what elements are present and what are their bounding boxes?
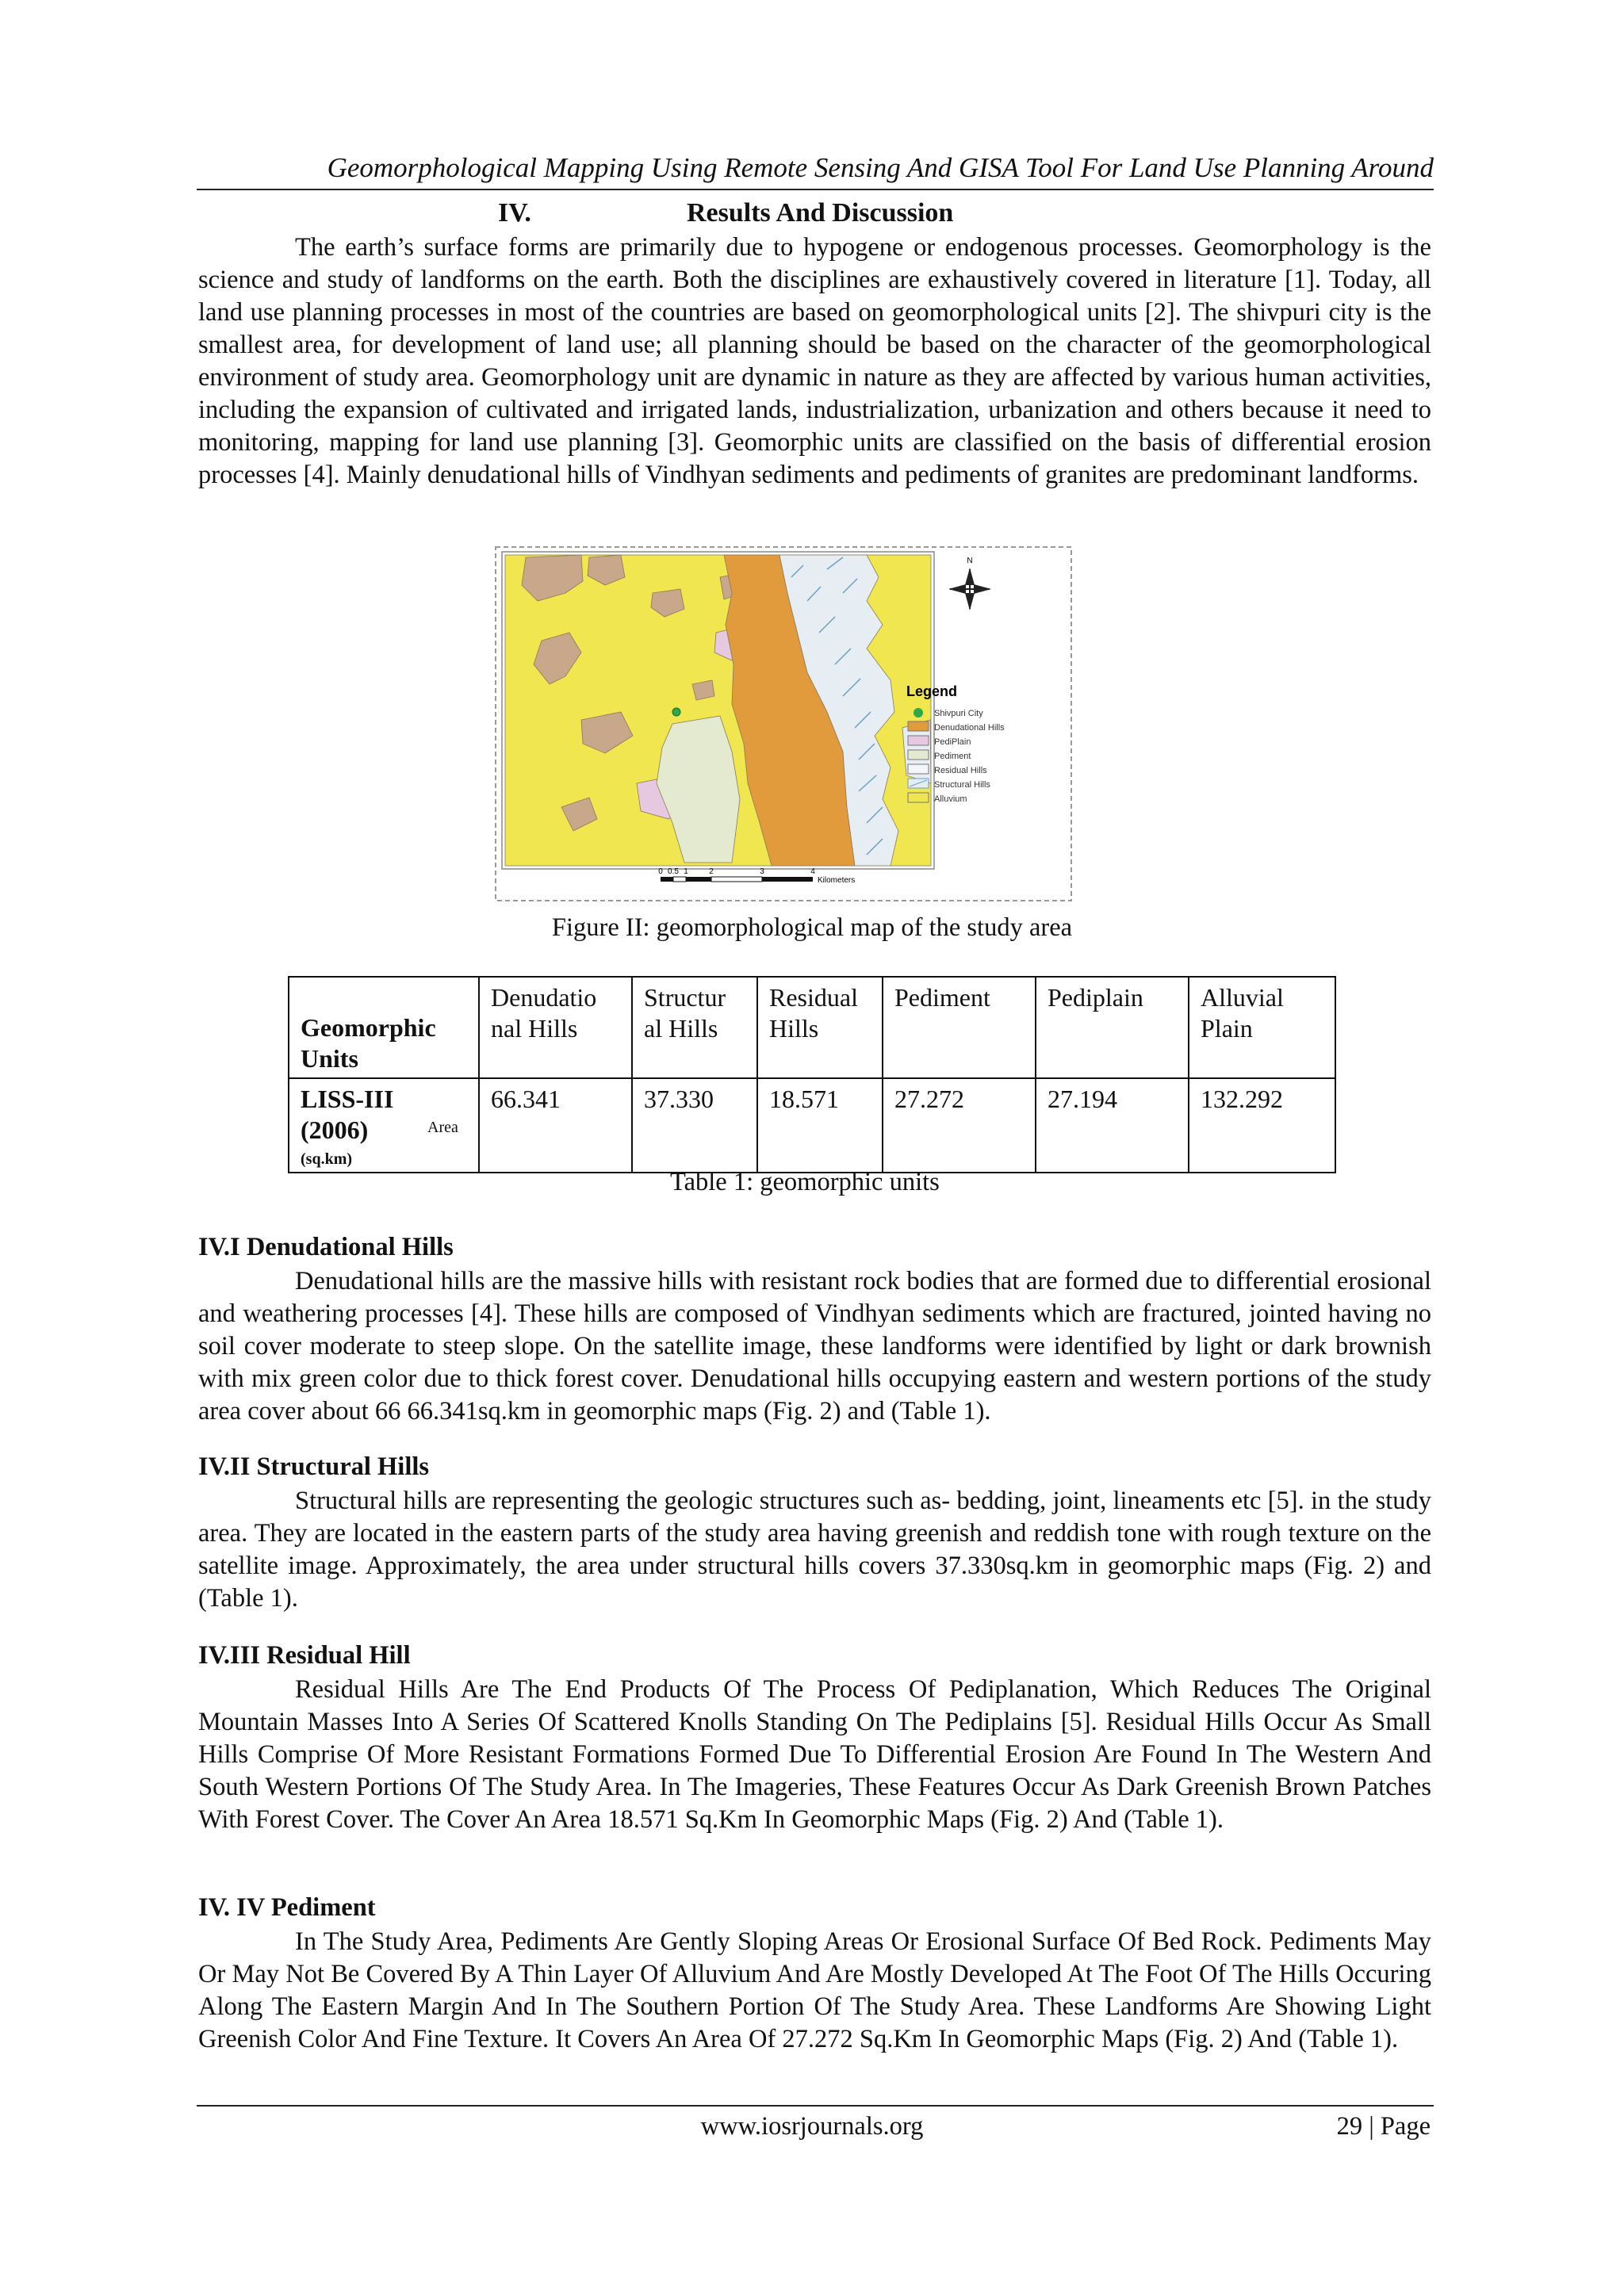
header-rule bbox=[197, 189, 1434, 190]
legend-item: Structural Hills bbox=[934, 780, 990, 790]
table-header-label: Geomorphic Units bbox=[289, 977, 479, 1078]
row-sensor: LISS-III (2006) bbox=[301, 1085, 394, 1144]
row-area-label: Area bbox=[427, 1119, 458, 1136]
section-heading bbox=[498, 198, 953, 228]
scale-tick: 1 bbox=[684, 867, 688, 876]
scale-tick: 0.5 bbox=[668, 867, 679, 876]
section-number: IV. bbox=[498, 198, 531, 228]
subsection-paragraph: In The Study Area, Pediments Are Gently Sloping Areas Or Erosional Surface Of Bed Rock. Pediments May Or May Not Be Covered By A Thin Layer Of Alluvium And Are Mostly Developed At The Foot Of The Hills Occuring Along The Eastern Margin And In The Southern Portion Of The Study Area. These Landforms Are Showing Light Greenish Color And Fine Texture. It Covers An Area Of 27.272 Sq.Km In Geomorphic Maps (Fig. 2) And (Table 1). bbox=[198, 1927, 1431, 2053]
shivpuri-city-marker bbox=[672, 708, 680, 716]
table-cell: 27.194 bbox=[1036, 1078, 1189, 1173]
scale-unit: Kilometers bbox=[818, 876, 856, 885]
legend-title: Legend bbox=[906, 683, 958, 699]
legend-swatch-city bbox=[914, 708, 923, 718]
subsection-heading: IV.I Denudational Hills bbox=[198, 1233, 454, 1261]
table-column-header: Pediment bbox=[883, 977, 1036, 1078]
legend-item: Alluvium bbox=[934, 794, 967, 804]
legend-item: Pediment bbox=[934, 752, 971, 761]
subsection-paragraph: Residual Hills Are The End Products Of The Process Of Pediplanation, Which Reduces The Original Mountain Masses Into A Series Of Scattered Knolls Standing On The Pediplains [5]. Residual Hills Occur As Small Hills Comprise Of More Resistant Formations Formed Due To Differential Erosion Are Found In The Western And South Western Portions Of The Study Area. In The Imageries, These Features Occur As Dark Greenish Brown Patches With Forest Cover. The Cover An Area 18.571 Sq.Km In Geomorphic Maps (Fig. 2) And (Table 1). bbox=[198, 1675, 1431, 1834]
section-title: Results And Discussion bbox=[687, 198, 954, 228]
legend-item: PediPlain bbox=[934, 737, 971, 747]
table-column-header: Denudatio nal Hills bbox=[479, 977, 632, 1078]
legend-item: Denudational Hills bbox=[934, 723, 1005, 733]
table-header-row bbox=[289, 977, 1335, 1078]
table-caption: Table 1: geomorphic units bbox=[670, 1168, 940, 1196]
legend-swatch-residual bbox=[908, 764, 929, 774]
table-column-header: Residual Hills bbox=[757, 977, 883, 1078]
legend-swatch-denudational bbox=[908, 721, 929, 731]
legend-swatch-alluvium bbox=[908, 793, 929, 802]
geomorphic-units-table bbox=[288, 976, 1336, 1173]
table-cell: 66.341 bbox=[479, 1078, 632, 1173]
table-row-label bbox=[289, 1078, 479, 1173]
table-column-header: Structur al Hills bbox=[632, 977, 757, 1078]
legend-item: Shivpuri City bbox=[934, 709, 983, 718]
legend-item: Residual Hills bbox=[934, 766, 987, 775]
subsection-paragraph: Structural hills are representing the geologic structures such as- bedding, joint, lineaments etc [5]. in the study area. They are located in the eastern parts of the study area having greenish and reddish tone with rough texture on the satellite image. Approximately, the area under structural hills covers 37.330sq.km in geomorphic maps (Fig. 2) and (Table 1). bbox=[198, 1487, 1431, 1613]
table-column-header: Alluvial Plain bbox=[1189, 977, 1335, 1078]
table-cell: 37.330 bbox=[632, 1078, 757, 1173]
north-label: N bbox=[967, 557, 973, 565]
page-number: 29 | Page bbox=[1336, 2112, 1431, 2141]
figure-caption: Figure II: geomorphological map of the study area bbox=[551, 913, 1073, 942]
table-cell: 27.272 bbox=[883, 1078, 1036, 1173]
table-cell: 18.571 bbox=[757, 1078, 883, 1173]
scale-tick: 4 bbox=[810, 867, 815, 876]
running-title: Geomorphological Mapping Using Remote Sensing And GISA Tool For Land Use Planning Around bbox=[327, 152, 1434, 183]
row-unit: (sq.km) bbox=[301, 1150, 353, 1168]
legend-swatch-pediplain bbox=[908, 736, 929, 745]
legend-swatch-pediment bbox=[908, 750, 929, 760]
footer-rule bbox=[197, 2105, 1434, 2107]
subsection-heading: IV.III Residual Hill bbox=[198, 1641, 411, 1670]
footer-url: www.iosrjournals.org bbox=[700, 2112, 924, 2141]
scale-tick: 2 bbox=[709, 867, 714, 876]
subsection-paragraph: Denudational hills are the massive hills with resistant rock bodies that are formed due to differential erosional and weathering processes [4]. These hills are composed of Vindhyan sediments which are fractured, jointed having no soil cover moderate to steep slope. On the satellite image, these landforms were identified by light or dark brownish with mix green color due to thick forest cover. Denudational hills occupying eastern and western portions of the study area cover about 66 66.341sq.km in geomorphic maps (Fig. 2) and (Table 1). bbox=[198, 1267, 1431, 1425]
table-cell: 132.292 bbox=[1189, 1078, 1335, 1173]
subsection-heading: IV.II Structural Hills bbox=[198, 1452, 430, 1481]
scale-tick: 3 bbox=[760, 867, 764, 876]
scale-tick: 0 bbox=[658, 867, 663, 876]
geomorphological-map bbox=[494, 545, 1073, 902]
subsection-heading: IV. IV Pediment bbox=[198, 1893, 376, 1922]
table-column-header: Pediplain bbox=[1036, 977, 1189, 1078]
intro-paragraph: The earth’s surface forms are primarily due to hypogene or endogenous processes. Geomorphology is the science and study of landforms on the earth. Both the disciplines are exhaustively covered in literature [1]. Today, all land use planning processes in most of the countries are based on geomorphological units [2]. The shivpuri city is the smallest area, for development of land use; all planning should be based on the character of the geomorphological environment of study area. Geomorphology unit are dynamic in nature as they are affected by various human activities, including the expansion of cultivated and irrigated lands, industrialization, urbanization and others because it need to monitoring, mapping for land use planning [3]. Geomorphic units are classified on the basis of differential erosion processes [4]. Mainly denudational hills of Vindhyan sediments and pediments of granites are predominant landforms. bbox=[198, 233, 1431, 489]
table-row bbox=[289, 1078, 1335, 1173]
